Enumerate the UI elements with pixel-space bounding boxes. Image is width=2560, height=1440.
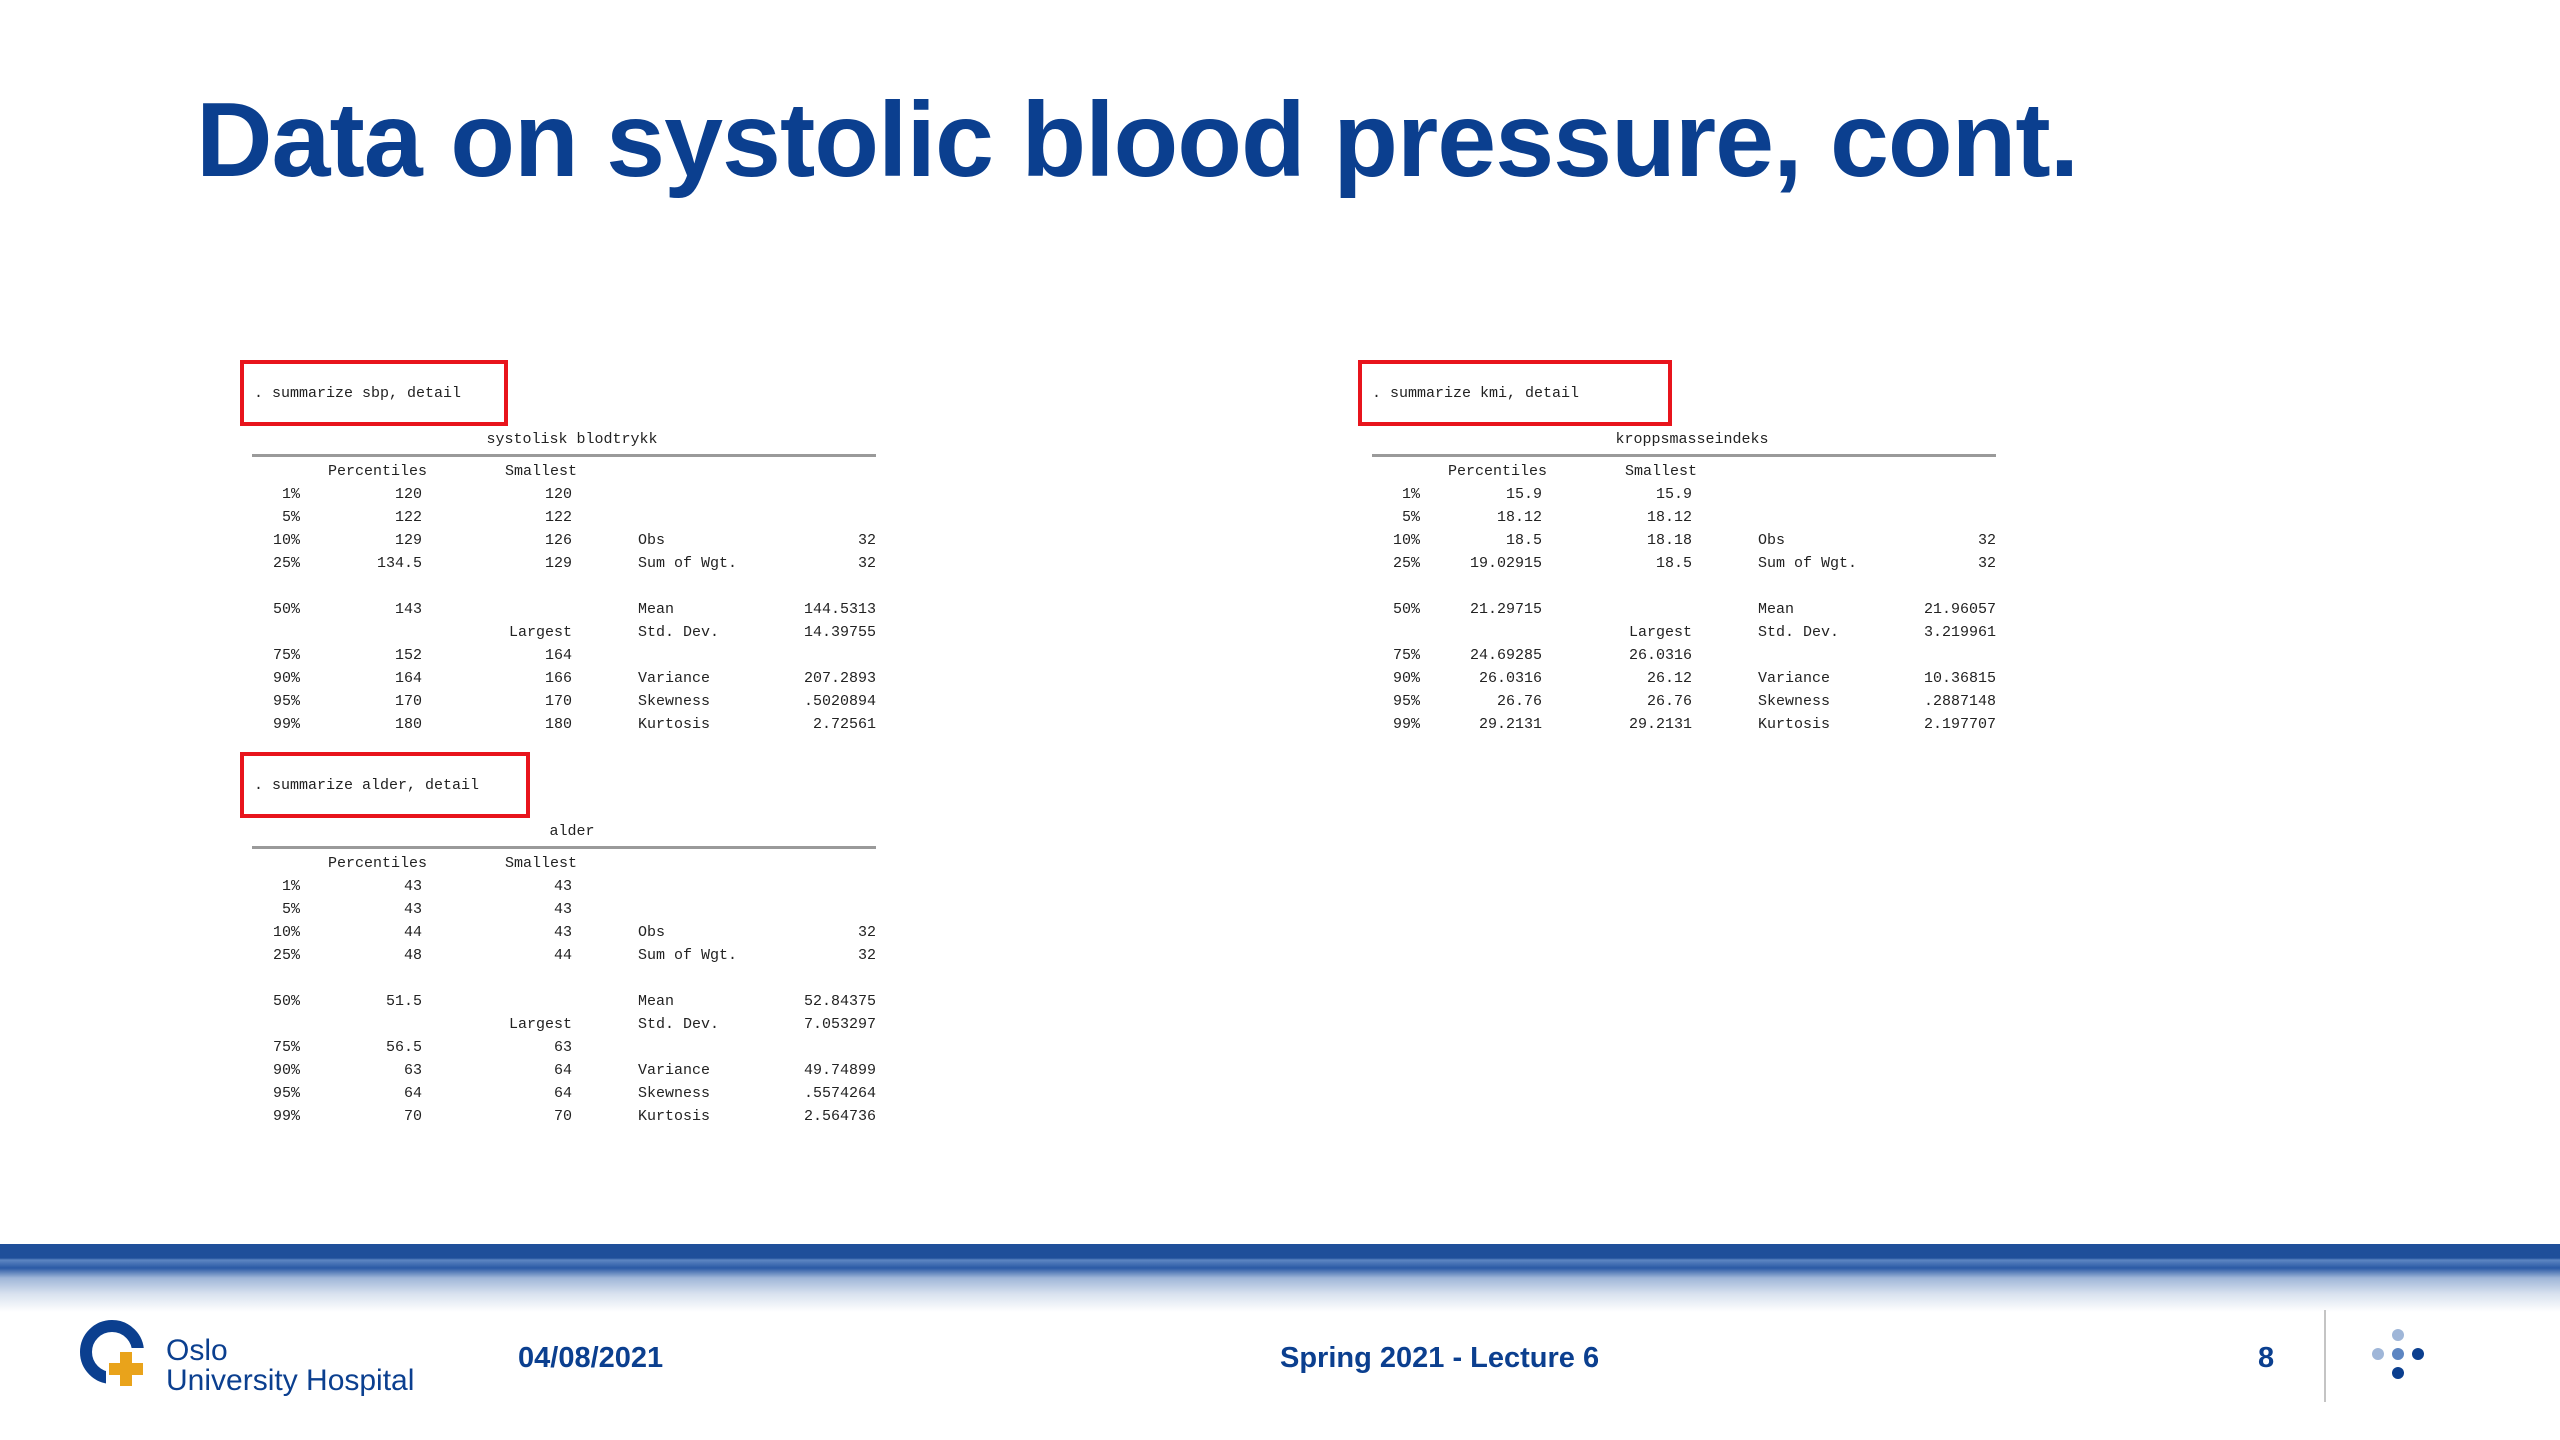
extreme-value: 26.0316 — [1628, 647, 1692, 664]
hospital-name-line2: University Hospital — [166, 1364, 415, 1397]
percentile-value: 56.5 — [385, 1039, 422, 1056]
extreme-value: 43 — [553, 924, 572, 941]
stat-label: Obs — [638, 532, 666, 549]
percentile-label: 99% — [272, 716, 300, 733]
percentile-label: 50% — [272, 993, 300, 1010]
percentile-label: 99% — [1392, 716, 1420, 733]
stat-label: Skewness — [1758, 693, 1831, 710]
percentile-label: 1% — [1401, 486, 1420, 503]
stat-label: Std. Dev. — [1758, 624, 1840, 641]
percentile-value: 48 — [403, 947, 422, 964]
command-box-kmi — [1358, 360, 1672, 426]
stat-label: Sum of Wgt. — [638, 947, 738, 964]
percentile-value: 43 — [403, 878, 422, 895]
extreme-value: 180 — [544, 716, 572, 733]
percentiles-header: Percentiles — [327, 855, 427, 872]
stat-value: 52.84375 — [803, 993, 876, 1010]
table-row — [252, 1036, 876, 1059]
table-row — [252, 1013, 876, 1036]
extreme-value: 26.76 — [1646, 693, 1692, 710]
page-number: 8 — [2258, 1342, 2275, 1374]
percentile-label: 25% — [1392, 555, 1420, 572]
percentile-label: 99% — [272, 1108, 300, 1125]
extreme-value: 18.5 — [1655, 555, 1692, 572]
table-rule — [252, 454, 876, 457]
stat-value: 21.96057 — [1923, 601, 1996, 618]
table-row — [252, 1105, 876, 1128]
extreme-value: 164 — [544, 647, 572, 664]
stata-output-sbp — [252, 428, 892, 754]
stat-value: 2.72561 — [812, 716, 876, 733]
stat-label: Skewness — [638, 693, 711, 710]
percentile-label: 90% — [272, 1062, 300, 1079]
header-row — [1372, 460, 1996, 483]
percentile-value: 43 — [403, 901, 422, 918]
stat-value: 32 — [1977, 555, 1996, 572]
stat-value: 14.39755 — [803, 624, 876, 641]
stat-value: 10.36815 — [1923, 670, 1996, 687]
percentile-value: 164 — [394, 670, 422, 687]
variable-label: alder — [549, 823, 595, 840]
table-row — [252, 944, 876, 967]
table-row — [1372, 483, 1996, 506]
hospital-name — [166, 1336, 414, 1396]
percentile-value: 19.02915 — [1469, 555, 1542, 572]
stat-value: 2.197707 — [1923, 716, 1996, 733]
table-row — [252, 713, 876, 736]
stat-label: Obs — [1758, 532, 1786, 549]
table-row — [1372, 598, 1996, 621]
table-row — [1372, 621, 1996, 644]
extreme-value: 63 — [553, 1039, 572, 1056]
percentile-value: 120 — [394, 486, 422, 503]
stat-value: .2887148 — [1923, 693, 1996, 710]
stat-value: 3.219961 — [1923, 624, 1996, 641]
stat-label: Mean — [1758, 601, 1795, 618]
extreme-value: 122 — [544, 509, 572, 526]
percentile-value: 64 — [403, 1085, 422, 1102]
percentile-value: 152 — [394, 647, 422, 664]
extreme-value: 26.12 — [1646, 670, 1692, 687]
extreme-value: 64 — [553, 1062, 572, 1079]
table-row — [252, 990, 876, 1013]
table-row — [252, 921, 876, 944]
table-row — [252, 483, 876, 506]
variable-label: systolisk blodtrykk — [486, 431, 658, 448]
table-row — [1372, 644, 1996, 667]
extreme-value: 126 — [544, 532, 572, 549]
table-row — [252, 690, 876, 713]
percentile-value: 24.69285 — [1469, 647, 1542, 664]
percentile-label: 25% — [272, 555, 300, 572]
percentile-label: 95% — [272, 1085, 300, 1102]
extreme-value: 120 — [544, 486, 572, 503]
table-rule — [1372, 454, 1996, 457]
percentile-label: 75% — [272, 1039, 300, 1056]
stat-label: Sum of Wgt. — [1758, 555, 1858, 572]
percentile-label: 10% — [272, 924, 300, 941]
percentile-label: 5% — [281, 509, 300, 526]
slide-title: Data on systolic blood pressure, cont. — [196, 81, 2079, 199]
table-row — [1372, 529, 1996, 552]
percentile-value: 51.5 — [385, 993, 422, 1010]
table-row — [252, 1059, 876, 1082]
extreme-value: 43 — [553, 878, 572, 895]
table-rule — [252, 846, 876, 849]
stat-value: 207.2893 — [803, 670, 876, 687]
table-row — [1372, 690, 1996, 713]
percentile-value: 18.12 — [1496, 509, 1542, 526]
table-row — [1372, 667, 1996, 690]
percentile-label: 90% — [272, 670, 300, 687]
percentile-value: 26.0316 — [1478, 670, 1542, 687]
percentile-value: 63 — [403, 1062, 422, 1079]
stat-value: .5020894 — [803, 693, 876, 710]
percentile-value: 18.5 — [1505, 532, 1542, 549]
percentile-value: 70 — [403, 1108, 422, 1125]
table-row — [252, 552, 876, 575]
percentile-value: 134.5 — [376, 555, 422, 572]
percentile-value: 180 — [394, 716, 422, 733]
stat-value: 32 — [1977, 532, 1996, 549]
stata-output-alder — [252, 820, 892, 1146]
stat-value: 32 — [857, 532, 876, 549]
extreme-value: 18.18 — [1646, 532, 1692, 549]
footer-lecture: Spring 2021 - Lecture 6 — [1280, 1342, 1600, 1374]
percentile-label: 10% — [1392, 532, 1420, 549]
percentile-value: 44 — [403, 924, 422, 941]
stat-value: 144.5313 — [803, 601, 876, 618]
stat-label: Mean — [638, 993, 675, 1010]
extreme-value: 170 — [544, 693, 572, 710]
percentiles-header: Percentiles — [327, 463, 427, 480]
extreme-value: 29.2131 — [1628, 716, 1692, 733]
variable-label: kroppsmasseindeks — [1615, 431, 1769, 448]
hospital-logo-icon — [76, 1318, 152, 1394]
smallest-header: Smallest — [504, 463, 577, 480]
largest-header: Largest — [508, 1016, 572, 1033]
extreme-value: 15.9 — [1655, 486, 1692, 503]
percentile-value: 21.29715 — [1469, 601, 1542, 618]
stat-label: Std. Dev. — [638, 1016, 720, 1033]
stat-label: Kurtosis — [1758, 716, 1831, 733]
footer-divider — [2324, 1310, 2326, 1402]
stat-value: 32 — [857, 947, 876, 964]
percentile-label: 90% — [1392, 670, 1420, 687]
stata-output-kmi — [1372, 428, 2012, 754]
stat-value: 32 — [857, 924, 876, 941]
smallest-header: Smallest — [504, 855, 577, 872]
command-box-alder — [240, 752, 530, 818]
table-row — [1372, 506, 1996, 529]
stat-label: Variance — [638, 670, 711, 687]
largest-header: Largest — [1628, 624, 1692, 641]
stat-value: .5574264 — [803, 1085, 876, 1102]
percentile-label: 50% — [1392, 601, 1420, 618]
stat-label: Mean — [638, 601, 675, 618]
stat-value: 32 — [857, 555, 876, 572]
stat-label: Std. Dev. — [638, 624, 720, 641]
percentile-value: 29.2131 — [1478, 716, 1542, 733]
percentile-value: 26.76 — [1496, 693, 1542, 710]
footer-band — [0, 1244, 2560, 1312]
extreme-value: 64 — [553, 1085, 572, 1102]
percentile-value: 15.9 — [1505, 486, 1542, 503]
percentile-label: 95% — [1392, 693, 1420, 710]
table-row — [252, 506, 876, 529]
stat-value: 2.564736 — [803, 1108, 876, 1125]
percentile-label: 1% — [281, 486, 300, 503]
stat-label: Kurtosis — [638, 716, 711, 733]
table-row — [252, 1082, 876, 1105]
command-box-sbp — [240, 360, 508, 426]
percentile-value: 129 — [394, 532, 422, 549]
footer-date: 04/08/2021 — [518, 1342, 664, 1374]
stat-value: 7.053297 — [803, 1016, 876, 1033]
smallest-header: Smallest — [1624, 463, 1697, 480]
table-row — [252, 667, 876, 690]
percentile-value: 122 — [394, 509, 422, 526]
command-text: . summarize kmi, detail — [1372, 384, 1580, 402]
table-row — [1372, 552, 1996, 575]
percentile-value: 170 — [394, 693, 422, 710]
stat-label: Variance — [1758, 670, 1831, 687]
extreme-value: 129 — [544, 555, 572, 572]
stat-label: Sum of Wgt. — [638, 555, 738, 572]
extreme-value: 44 — [553, 947, 572, 964]
header-row — [252, 460, 876, 483]
percentile-label: 75% — [1392, 647, 1420, 664]
dots-logo-icon — [2366, 1326, 2430, 1390]
stat-label: Variance — [638, 1062, 711, 1079]
percentile-label: 1% — [281, 878, 300, 895]
stat-label: Skewness — [638, 1085, 711, 1102]
table-row — [1372, 713, 1996, 736]
stat-label: Kurtosis — [638, 1108, 711, 1125]
table-row — [252, 621, 876, 644]
table-row — [252, 898, 876, 921]
hospital-name-line1: Oslo — [166, 1334, 228, 1367]
table-row — [252, 875, 876, 898]
extreme-value: 43 — [553, 901, 572, 918]
percentile-value: 143 — [394, 601, 422, 618]
percentile-label: 5% — [281, 901, 300, 918]
percentile-label: 95% — [272, 693, 300, 710]
header-row — [252, 852, 876, 875]
percentile-label: 50% — [272, 601, 300, 618]
command-text: . summarize sbp, detail — [254, 384, 462, 402]
percentile-label: 25% — [272, 947, 300, 964]
percentile-label: 10% — [272, 532, 300, 549]
largest-header: Largest — [508, 624, 572, 641]
percentile-label: 75% — [272, 647, 300, 664]
table-row — [252, 598, 876, 621]
stat-label: Obs — [638, 924, 666, 941]
command-text: . summarize alder, detail — [254, 776, 480, 794]
extreme-value: 18.12 — [1646, 509, 1692, 526]
stat-value: 49.74899 — [803, 1062, 876, 1079]
extreme-value: 70 — [553, 1108, 572, 1125]
table-row — [252, 529, 876, 552]
extreme-value: 166 — [544, 670, 572, 687]
table-row — [252, 644, 876, 667]
percentile-label: 5% — [1401, 509, 1420, 526]
percentiles-header: Percentiles — [1447, 463, 1547, 480]
